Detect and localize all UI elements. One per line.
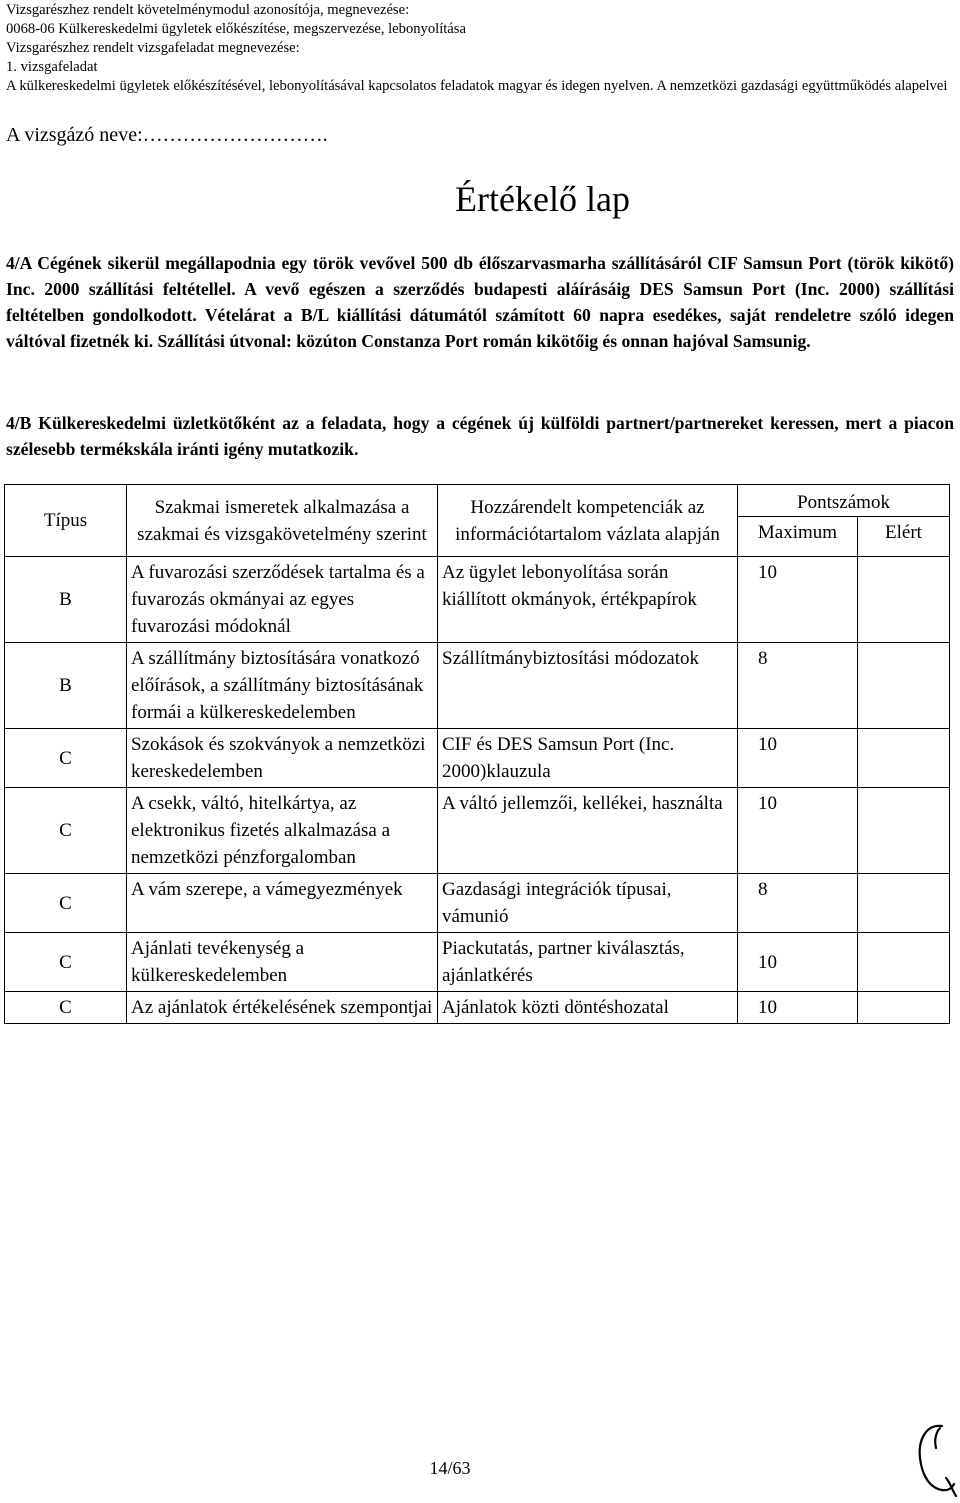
task-4a-description: 4/A Cégének sikerül megállapodnia egy török vevővel 500 db élőszarvasmarha szállításáról CIF Samsun Port (török kikötő) Inc. 2000 szállítási feltétellel. A vevő egészen a szerződés budapesti aláírásáig DES Samsun Port (Inc. 2000) szállítási feltételben gondolkodott. Vételárat a B/L kiállítási dátumától számított 60 napra esedékes, saját rendeletre szóló idegen váltóval fizetnék ki. Szállítási útvonal: közúton Constanza Port román kikötőig és onnan hajóval Samsunig. [6,253,954,351]
header-knowledge: Szakmai ismeretek alkalmazása a szakmai és vizsgakövetelmény szerint [127,485,438,557]
row-achieved-points[interactable] [858,643,950,729]
row-knowledge: Az ajánlatok értékelésének szempontjai [127,992,438,1024]
table-row [5,933,950,992]
row-competence: CIF és DES Samsun Port (Inc. 2000)klauzula [438,729,738,788]
evaluation-table [4,484,950,1024]
table-row [5,874,950,933]
row-competence: Gazdasági integrációk típusai, vámunió [438,874,738,933]
row-max-points: 10 [738,992,858,1024]
row-type: B [5,643,127,729]
row-type: C [5,729,127,788]
row-knowledge: A vám szerepe, a vámegyezmények [127,874,438,933]
row-max-points: 8 [738,643,858,729]
row-type: C [5,874,127,933]
row-knowledge: Ajánlati tevékenység a külkereskedelemben [127,933,438,992]
header-module-label: Vizsgarészhez rendelt követelménymodul azonosítója, megnevezése: [6,2,410,18]
row-max-points: 10 [738,788,858,874]
header-type: Típus [5,485,127,557]
row-type: C [5,933,127,992]
row-achieved-points[interactable] [858,557,950,643]
row-type: C [5,992,127,1024]
table-row [5,992,950,1024]
row-max-points: 10 [738,729,858,788]
row-type: C [5,788,127,874]
row-achieved-points[interactable] [858,874,950,933]
handwritten-signature-icon [912,1418,958,1498]
row-max-points: 8 [738,874,858,933]
row-achieved-points[interactable] [858,729,950,788]
row-competence: Ajánlatok közti döntéshozatal [438,992,738,1024]
table-header-row [5,485,950,517]
candidate-name-field: A vizsgázó neve:………………………. [6,124,328,146]
row-competence: Az ügylet lebonyolítása során kiállított okmányok, értékpapírok [438,557,738,643]
header-max: Maximum [738,517,858,557]
row-achieved-points[interactable] [858,788,950,874]
table-row [5,557,950,643]
header-module-name: 0068-06 Külkereskedelmi ügyletek előkészítése, megszervezése, lebonyolítása [6,21,466,37]
header-achieved: Elért [858,517,950,557]
header-competence: Hozzárendelt kompetenciák az információtartalom vázlata alapján [438,485,738,557]
header-task-label: Vizsgarészhez rendelt vizsgafeladat megnevezése: [6,40,300,56]
table-row [5,729,950,788]
row-competence: Piackutatás, partner kiválasztás, ajánlatkérés [438,933,738,992]
table-row [5,643,950,729]
row-knowledge: A csekk, váltó, hitelkártya, az elektronikus fizetés alkalmazása a nemzetközi pénzforgalomban [127,788,438,874]
page-number: 14/63 [429,1458,471,1478]
row-type: B [5,557,127,643]
page-header [6,1,956,96]
row-achieved-points[interactable] [858,992,950,1024]
row-achieved-points[interactable] [858,933,950,992]
row-knowledge: A szállítmány biztosítására vonatkozó előírások, a szállítmány biztosításának formái a külkereskedelemben [127,643,438,729]
header-task-number: 1. vizsgafeladat [6,59,98,75]
table-row [5,788,950,874]
row-knowledge: A fuvarozási szerződések tartalma és a fuvarozás okmányai az egyes fuvarozási módoknál [127,557,438,643]
header-task-description: A külkereskedelmi ügyletek előkészítésével, lebonyolításával kapcsolatos feladatok magyar és idegen nyelven. A nemzetközi gazdasági együttműködés alapelvei [6,78,948,94]
header-points: Pontszámok [738,485,950,517]
task-4b-description: 4/B Külkereskedelmi üzletkötőként az a feladata, hogy a cégének új külföldi partnert/partnereket keressen, mert a piacon szélesebb termékskála iránti igény mutatkozik. [6,413,954,459]
row-max-points: 10 [738,557,858,643]
page-title: Értékelő lap [455,179,630,219]
row-competence: Szállítmánybiztosítási módozatok [438,643,738,729]
row-competence: A váltó jellemzői, kellékei, használta [438,788,738,874]
row-max-points: 10 [738,933,858,992]
row-knowledge: Szokások és szokványok a nemzetközi kereskedelemben [127,729,438,788]
